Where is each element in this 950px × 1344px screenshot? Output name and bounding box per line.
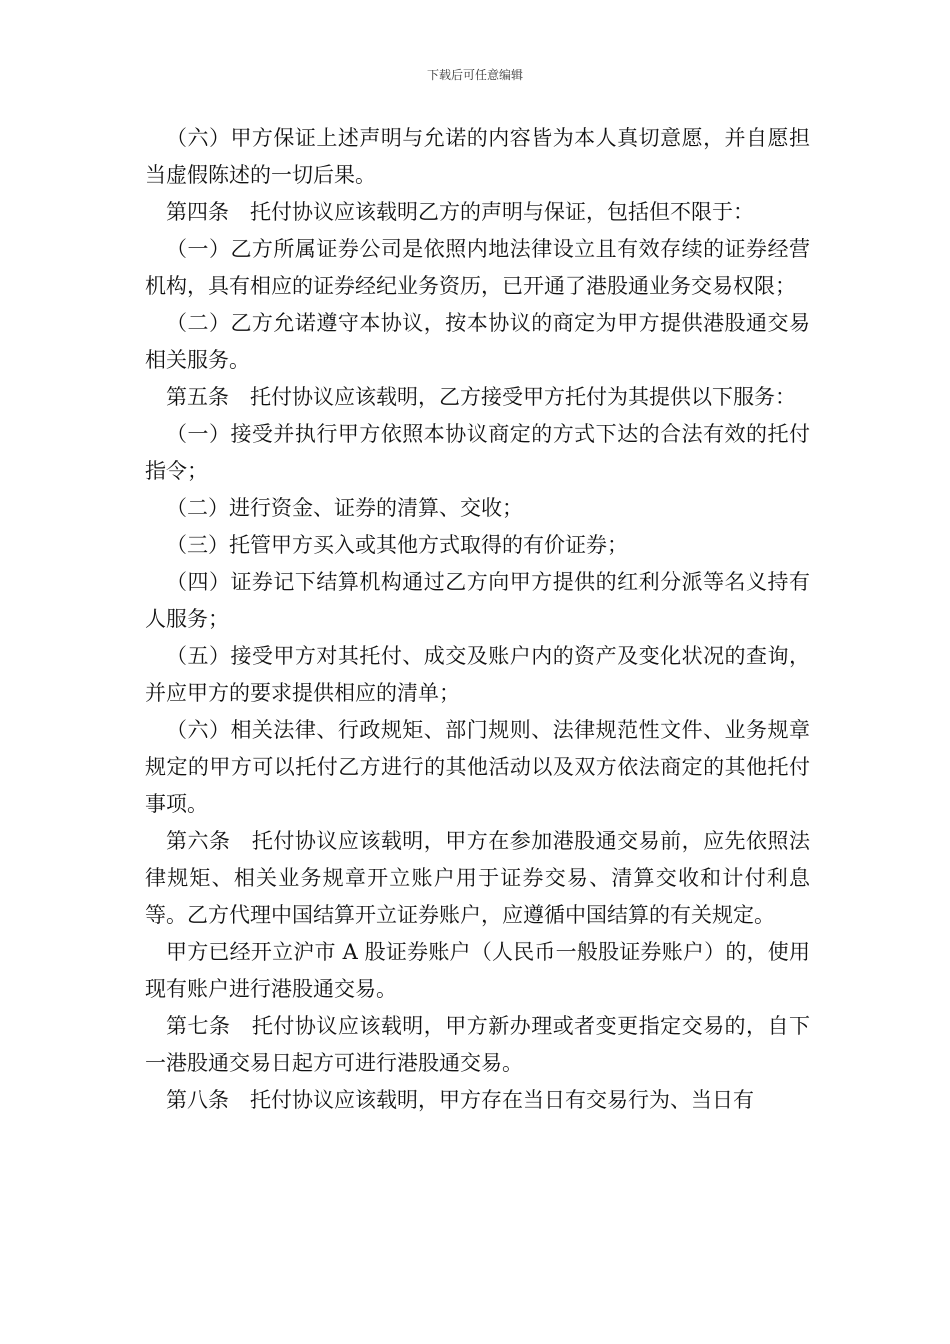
paragraph-article-5-item-5: （五）接受甲方对其托付、成交及账户内的资产及变化状况的查询，并应甲方的要求提供相应的清单； — [145, 644, 810, 705]
paragraph-article-5-item-3: （三）托管甲方买入或其他方式取得的有价证券； — [166, 533, 628, 557]
paragraph-article-6: 第六条 托付协议应该载明，甲方在参加港股通交易前，应先依照法律规矩、相关业务规章开立账户用于证券交易、清算交收和计付利息等。乙方代理中国结算开立证券账户，应遵循中国结算的有关规定。 — [145, 829, 810, 927]
paragraph-article-7: 第七条 托付协议应该载明，甲方新办理或者变更指定交易的，自下一港股通交易日起方可进行港股通交易。 — [145, 1014, 810, 1075]
paragraph-article-8: 第八条 托付协议应该载明，甲方存在当日有交易行为、当日有 — [166, 1088, 754, 1112]
paragraph-article-5: 第五条 托付协议应该载明，乙方接受甲方托付为其提供以下服务： — [166, 385, 796, 409]
paragraph-article-4-item-1: （一）乙方所属证券公司是依照内地法律设立且有效存续的证券经营机构，具有相应的证券经纪业务资历，已开通了港股通业务交易权限； — [145, 237, 810, 298]
paragraph-article-4-item-2: （二）乙方允诺遵守本协议，按本协议的商定为甲方提供港股通交易相关服务。 — [145, 311, 810, 372]
paragraph-article-4: 第四条 托付协议应该载明乙方的声明与保证，包括但不限于： — [166, 200, 754, 224]
paragraph-clause-3-item-6: （六）甲方保证上述声明与允诺的内容皆为本人真切意愿，并自愿担当虚假陈述的一切后果。 — [145, 126, 810, 187]
paragraph-article-5-item-4: （四）证券记下结算机构通过乙方向甲方提供的红利分派等名义持有人服务； — [145, 570, 810, 631]
document-body — [145, 120, 810, 1119]
paragraph-article-5-item-2: （二）进行资金、证券的清算、交收； — [166, 496, 523, 520]
paragraph-article-5-item-1: （一）接受并执行甲方依照本协议商定的方式下达的合法有效的托付指令； — [145, 422, 810, 483]
page-header: 下载后可任意编辑 — [426, 68, 523, 82]
paragraph-article-6-account: 甲方已经开立沪市 A 股证券账户（人民币一般股证券账户）的，使用现有账户进行港股通交易。 — [145, 940, 810, 1001]
paragraph-article-5-item-6: （六）相关法律、行政规矩、部门规则、法律规范性文件、业务规章规定的甲方可以托付乙方进行的其他活动以及双方依法商定的其他托付事项。 — [145, 718, 810, 816]
